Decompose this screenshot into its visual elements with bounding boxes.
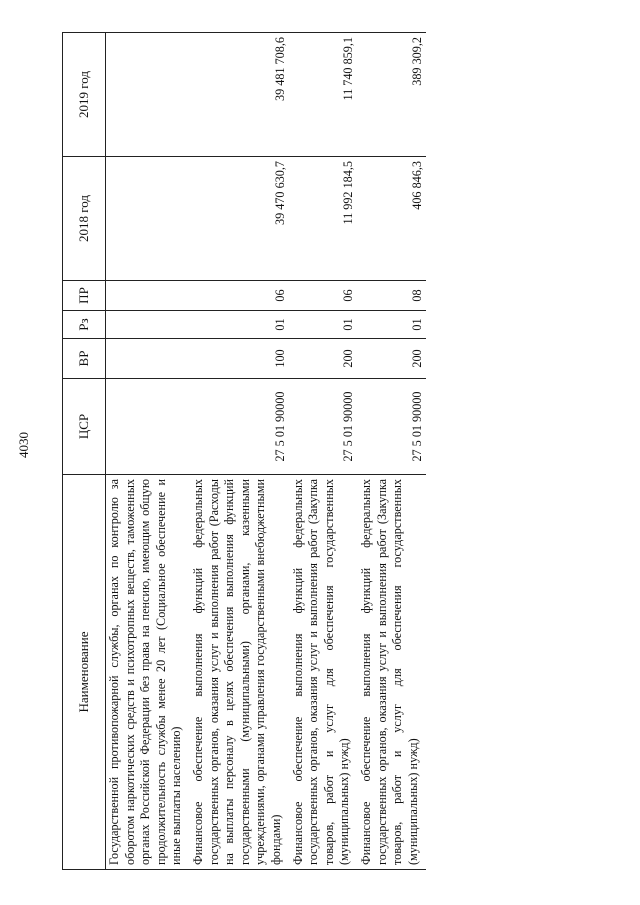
row-2018: 406 846,3 [358,157,426,281]
header-name: Наименование [63,475,106,870]
row-csr [106,379,190,475]
row-pr: 08 [358,281,426,311]
header-pr: ПР [63,281,106,311]
row-pr [106,281,190,311]
row-name: Финансовое обеспечение выполнения функций федеральных государственных органов, оказания услуг и выполнения работ (Расходы на выплаты персоналу в целях обеспечения выполнения функций государственными (муниципальными) органами, казенными учреждениями, органами управления государственными внебюджетными фондами) [190,475,290,870]
row-rz: 01 [290,311,358,339]
row-csr: 27 5 01 90000 [190,379,290,475]
row-rz: 01 [190,311,290,339]
row-name: Государственной противопожарной службы, органах по контролю за оборотом наркотических средств и психотропных веществ, таможенных органах Российской Федерации без права на пенсию, имеющим общую продолжительность службы менее 20 лет (Социальное обеспечение и иные выплаты населению) [106,475,190,870]
header-rz: Рз [63,311,106,339]
row-rz [106,311,190,339]
row-vr: 200 [358,339,426,379]
row-name: Финансовое обеспечение выполнения функций федеральных государственных органов, оказания услуг и выполнения работ (Закупка товаров, работ и услуг для обеспечения государственных (муниципальных) нужд) [290,475,358,870]
header-2018: 2018 год [63,157,106,281]
row-pr: 06 [290,281,358,311]
row-2019: 39 481 708,6 [190,33,290,157]
table-row [106,33,190,870]
page-number: 4030 [16,432,31,458]
row-rz: 01 [358,311,426,339]
row-2018 [106,157,190,281]
table-row [190,33,290,870]
table-row [358,33,426,870]
table-row [290,33,358,870]
row-2018: 39 470 630,7 [190,157,290,281]
row-csr: 27 5 01 90000 [358,379,426,475]
row-2019: 11 740 859,1 [290,33,358,157]
row-2019 [106,33,190,157]
budget-table [62,32,426,870]
header-row [63,33,106,870]
row-2018: 11 992 184,5 [290,157,358,281]
row-vr: 100 [190,339,290,379]
header-vr: ВР [63,339,106,379]
row-vr [106,339,190,379]
row-pr: 06 [190,281,290,311]
header-csr: ЦСР [63,379,106,475]
row-2019: 389 309,2 [358,33,426,157]
row-vr: 200 [290,339,358,379]
header-2019: 2019 год [63,33,106,157]
row-csr: 27 5 01 90000 [290,379,358,475]
row-name: Финансовое обеспечение выполнения функций федеральных государственных органов, оказания услуг и выполнения работ (Закупка товаров, работ и услуг для обеспечения государственных (муниципальных) нужд) [358,475,426,870]
